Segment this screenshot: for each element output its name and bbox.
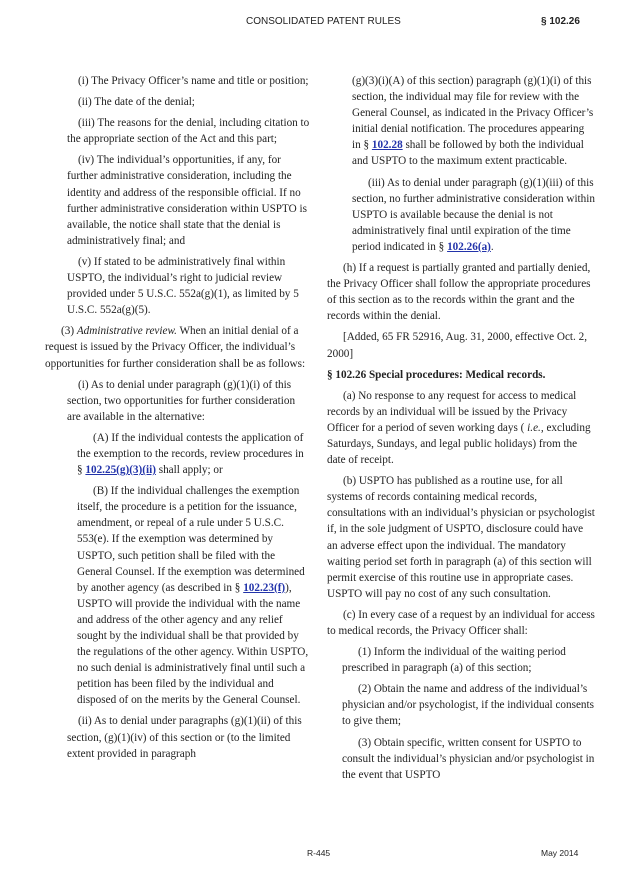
- link-102-25[interactable]: 102.25(g)(3)(ii): [85, 464, 156, 477]
- link-102-26a[interactable]: 102.26(a): [447, 240, 491, 253]
- para-iii-no-further: (iii) As to denial under paragraph (g)(1)(iii) of this section, no further administrative consideration within USPTO is available because the denial is not administratively final until expiration of the time period indicated in § 102.26(a).: [352, 176, 595, 253]
- para-v-final: (v) If stated to be administratively final within USPTO, the individual’s right to judicial review provided under 5 U.S.C. 552a(g)(1), as limited by 5 U.S.C. 552a(g)(5).: [67, 255, 299, 317]
- header-section: § 102.26: [541, 16, 580, 27]
- para-i-name: (i) The Privacy Officer’s name and title or position;: [78, 75, 309, 87]
- para-A-contests: (A) If the individual contests the application of the exemption to the records, review procedures in § 102.25(g)(3)(ii) shall apply; or: [77, 431, 304, 477]
- para-b-routine-use: (b) USPTO has published as a routine use, for all systems of records containing medical records, consultations with an individual’s physician or psychologist if, in the sole judgment of USPTO, disclosure could have an adverse effect upon the individual. The mandatory waiting period set forth in paragraph (a) of this section will permit exercise of this routine use in appropriate cases. USPTO will pay no cost of any such consultation.: [327, 475, 595, 600]
- para-cont: (g)(3)(i)(A) of this section) paragraph (g)(1)(i) of this section, the individual may file for review with the General Counsel, as indicated in the Privacy Officer’s initial denial notification. The procedures appearing in § 102.28 shall be followed by both the individual and USPTO to the maximum extent practicable.: [352, 75, 594, 168]
- para-i-denial: (i) As to denial under paragraph (g)(1)(i) of this section, two opportunities for further consideration are available in the alternative:: [67, 378, 296, 423]
- para-iii-reasons: (iii) The reasons for the denial, including citation to the appropriate section of the Act and this part;: [67, 117, 310, 146]
- para-2-obtain: (2) Obtain the name and address of the individual’s physician and/or psychologist, if the individual consents to give them;: [342, 683, 594, 728]
- page-number: R-445: [307, 848, 331, 858]
- header-title: CONSOLIDATED PATENT RULES: [246, 16, 401, 27]
- para-ii-date: (ii) The date of the denial;: [78, 96, 195, 109]
- link-102-23[interactable]: 102.23(f): [243, 581, 286, 594]
- para-iv-opportunities: (iv) The individual’s opportunities, if any, for further administrative consideration, including the identity and address of the responsible official. If no further administrative consideration within USPTO is available, the notice shall state that the denial is administratively final; and: [67, 154, 307, 247]
- para-ii-denial: (ii) As to denial under paragraphs (g)(1)(ii) of this section, (g)(1)(iv) of this section or (to the limited extent provided in paragraph: [67, 715, 302, 760]
- para-B-challenges: (B) If the individual challenges the exemption itself, the procedure is a petition for the issuance, amendment, or repeal of a rule under 5 U.S.C. 553(e). If the exemption was determined by USPTO, such petition shall be filed with the General Counsel. If the exemption was determined by another agency (as described in § 102.23(f)), USPTO will provide the individual with the name and address of the other agency and any relief sought by the individual shall be that provided by the regulations of the other agency. Within USPTO, no such denial is administratively final until such a petition has been filed by the individual and disposed of on the merits by the General Counsel.: [77, 485, 309, 707]
- para-c-every-case: (c) In every case of a request by an individual for access to medical records, the Privacy Officer shall:: [327, 608, 595, 637]
- para-a-no-response: (a) No response to any request for access to medical records by an individual will be issued by the Privacy Officer for a period of seven working days ( i.e., excluding Saturdays, Sundays, and legal public holidays) from the date of receipt.: [327, 389, 591, 467]
- link-102-28[interactable]: 102.28: [371, 139, 403, 152]
- para-h-partial: (h) If a request is partially granted and partially denied, the Privacy Officer shall follow the appropriate procedures of this section as to the records within the grant and the records within the denial.: [327, 262, 591, 323]
- amendment-note: [Added, 65 FR 52916, Aug. 31, 2000, effective Oct. 2, 2000]: [327, 331, 588, 360]
- footer-date: May 2014: [541, 848, 579, 858]
- para-1-inform: (1) Inform the individual of the waiting period prescribed in paragraph (a) of this section;: [342, 646, 566, 675]
- section-heading: § 102.26 Special procedures: Medical records.: [327, 368, 546, 381]
- para-3-admin-review: (3) Administrative review. When an initial denial of a request is issued by the Privacy Officer, the individual’s opportunities for further consideration shall be as follows:: [45, 325, 306, 370]
- running-header: [0, 16, 638, 30]
- left-column: [45, 73, 310, 767]
- para-3-consent: (3) Obtain specific, written consent for USPTO to consult the individual’s physician and/or psychologist in the event that USPTO: [342, 736, 595, 781]
- admin-review-heading: Administrative review.: [76, 325, 177, 338]
- right-column: [327, 73, 595, 788]
